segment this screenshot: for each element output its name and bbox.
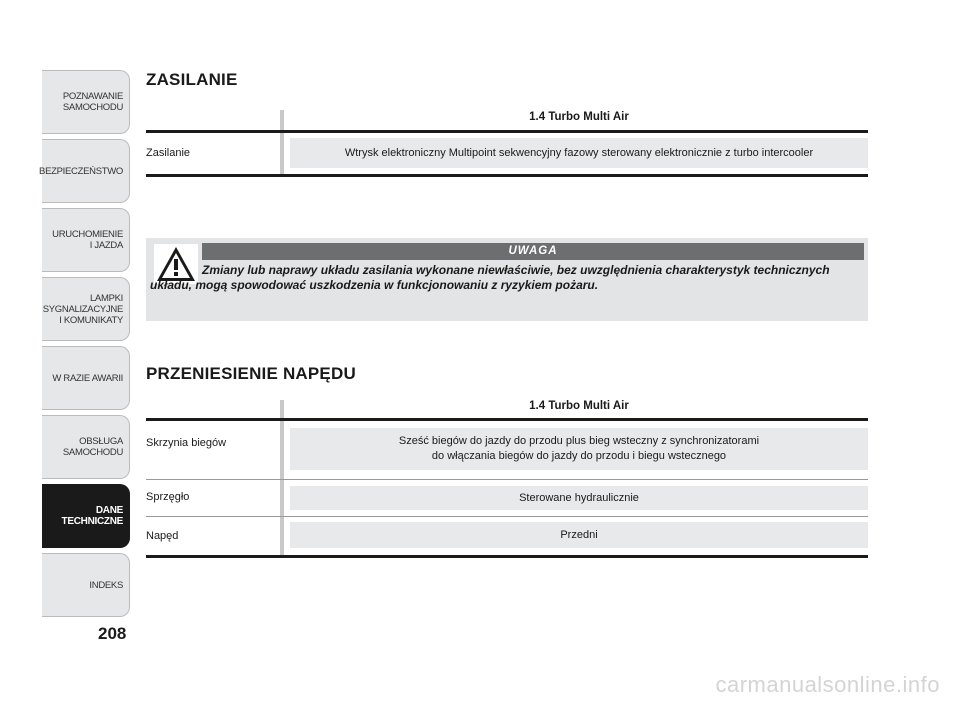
watermark: carmanualsonline.info	[715, 672, 940, 697]
warning-text: Zmiany lub naprawy układu zasilania wykonane niewłaściwie, bez uwzględnienia charakterystyk technicznych układu, mogą spowodować uszkodzenia w funkcjonowaniu z ryzykiem pożaru.	[150, 263, 830, 292]
tab-uruchomienie-i-jazda[interactable]: URUCHOMIENIE I JAZDA	[42, 208, 130, 272]
tab-w-razie-awarii[interactable]: W RAZIE AWARII	[42, 346, 130, 410]
tab-poznawanie-samochodu[interactable]: POZNAWANIE SAMOCHODU	[42, 70, 130, 134]
row-label-zasilanie: Zasilanie	[146, 147, 191, 159]
table-rule	[146, 130, 868, 133]
warning-heading: UWAGA	[202, 243, 864, 260]
table-rule	[146, 418, 868, 421]
warning-box	[146, 238, 868, 321]
table-row-divider	[146, 516, 868, 517]
row-value-sprzeglo: Sterowane hydraulicznie	[290, 486, 868, 510]
page-number: 208	[98, 624, 127, 643]
table-column-divider	[280, 400, 284, 556]
section-title-przeniesienie-napedu: PRZENIESIENIE NAPĘDU	[146, 364, 356, 383]
row-value-zasilanie: Wtrysk elektroniczny Multipoint sekwencyjny fazowy sterowany elektronicznie z turbo intercooler	[290, 138, 868, 168]
table-rule	[146, 555, 868, 558]
tab-obsluga-samochodu[interactable]: OBSŁUGA SAMOCHODU	[42, 415, 130, 479]
row-label-naped: Napęd	[146, 530, 179, 542]
row-label-skrzynia-biegow: Skrzynia biegów	[146, 437, 227, 449]
row-label-sprzeglo: Sprzęgło	[146, 491, 190, 503]
tab-dane-techniczne[interactable]: DANE TECHNICZNE	[42, 484, 130, 548]
row-value-naped: Przedni	[290, 522, 868, 548]
tab-lampki-sygnalizacyjne[interactable]: LAMPKI SYGNALIZACYJNE I KOMUNIKATY	[42, 277, 130, 341]
table-row-divider	[146, 479, 868, 480]
table-rule	[146, 174, 868, 177]
column-header: 1.4 Turbo Multi Air	[529, 400, 629, 412]
row-value-skrzynia-biegow: Sześć biegów do jazdy do przodu plus bieg wsteczny z synchronizatorami do włączania biegów do jazdy do przodu i biegu wstecznego	[290, 428, 868, 470]
tab-bezpieczenstwo[interactable]: BEZPIECZEŃSTWO	[42, 139, 130, 203]
table-column-divider	[280, 110, 284, 174]
column-header: 1.4 Turbo Multi Air	[529, 111, 629, 123]
tab-indeks[interactable]: INDEKS	[42, 553, 130, 617]
section-title-zasilanie: ZASILANIE	[146, 70, 238, 89]
